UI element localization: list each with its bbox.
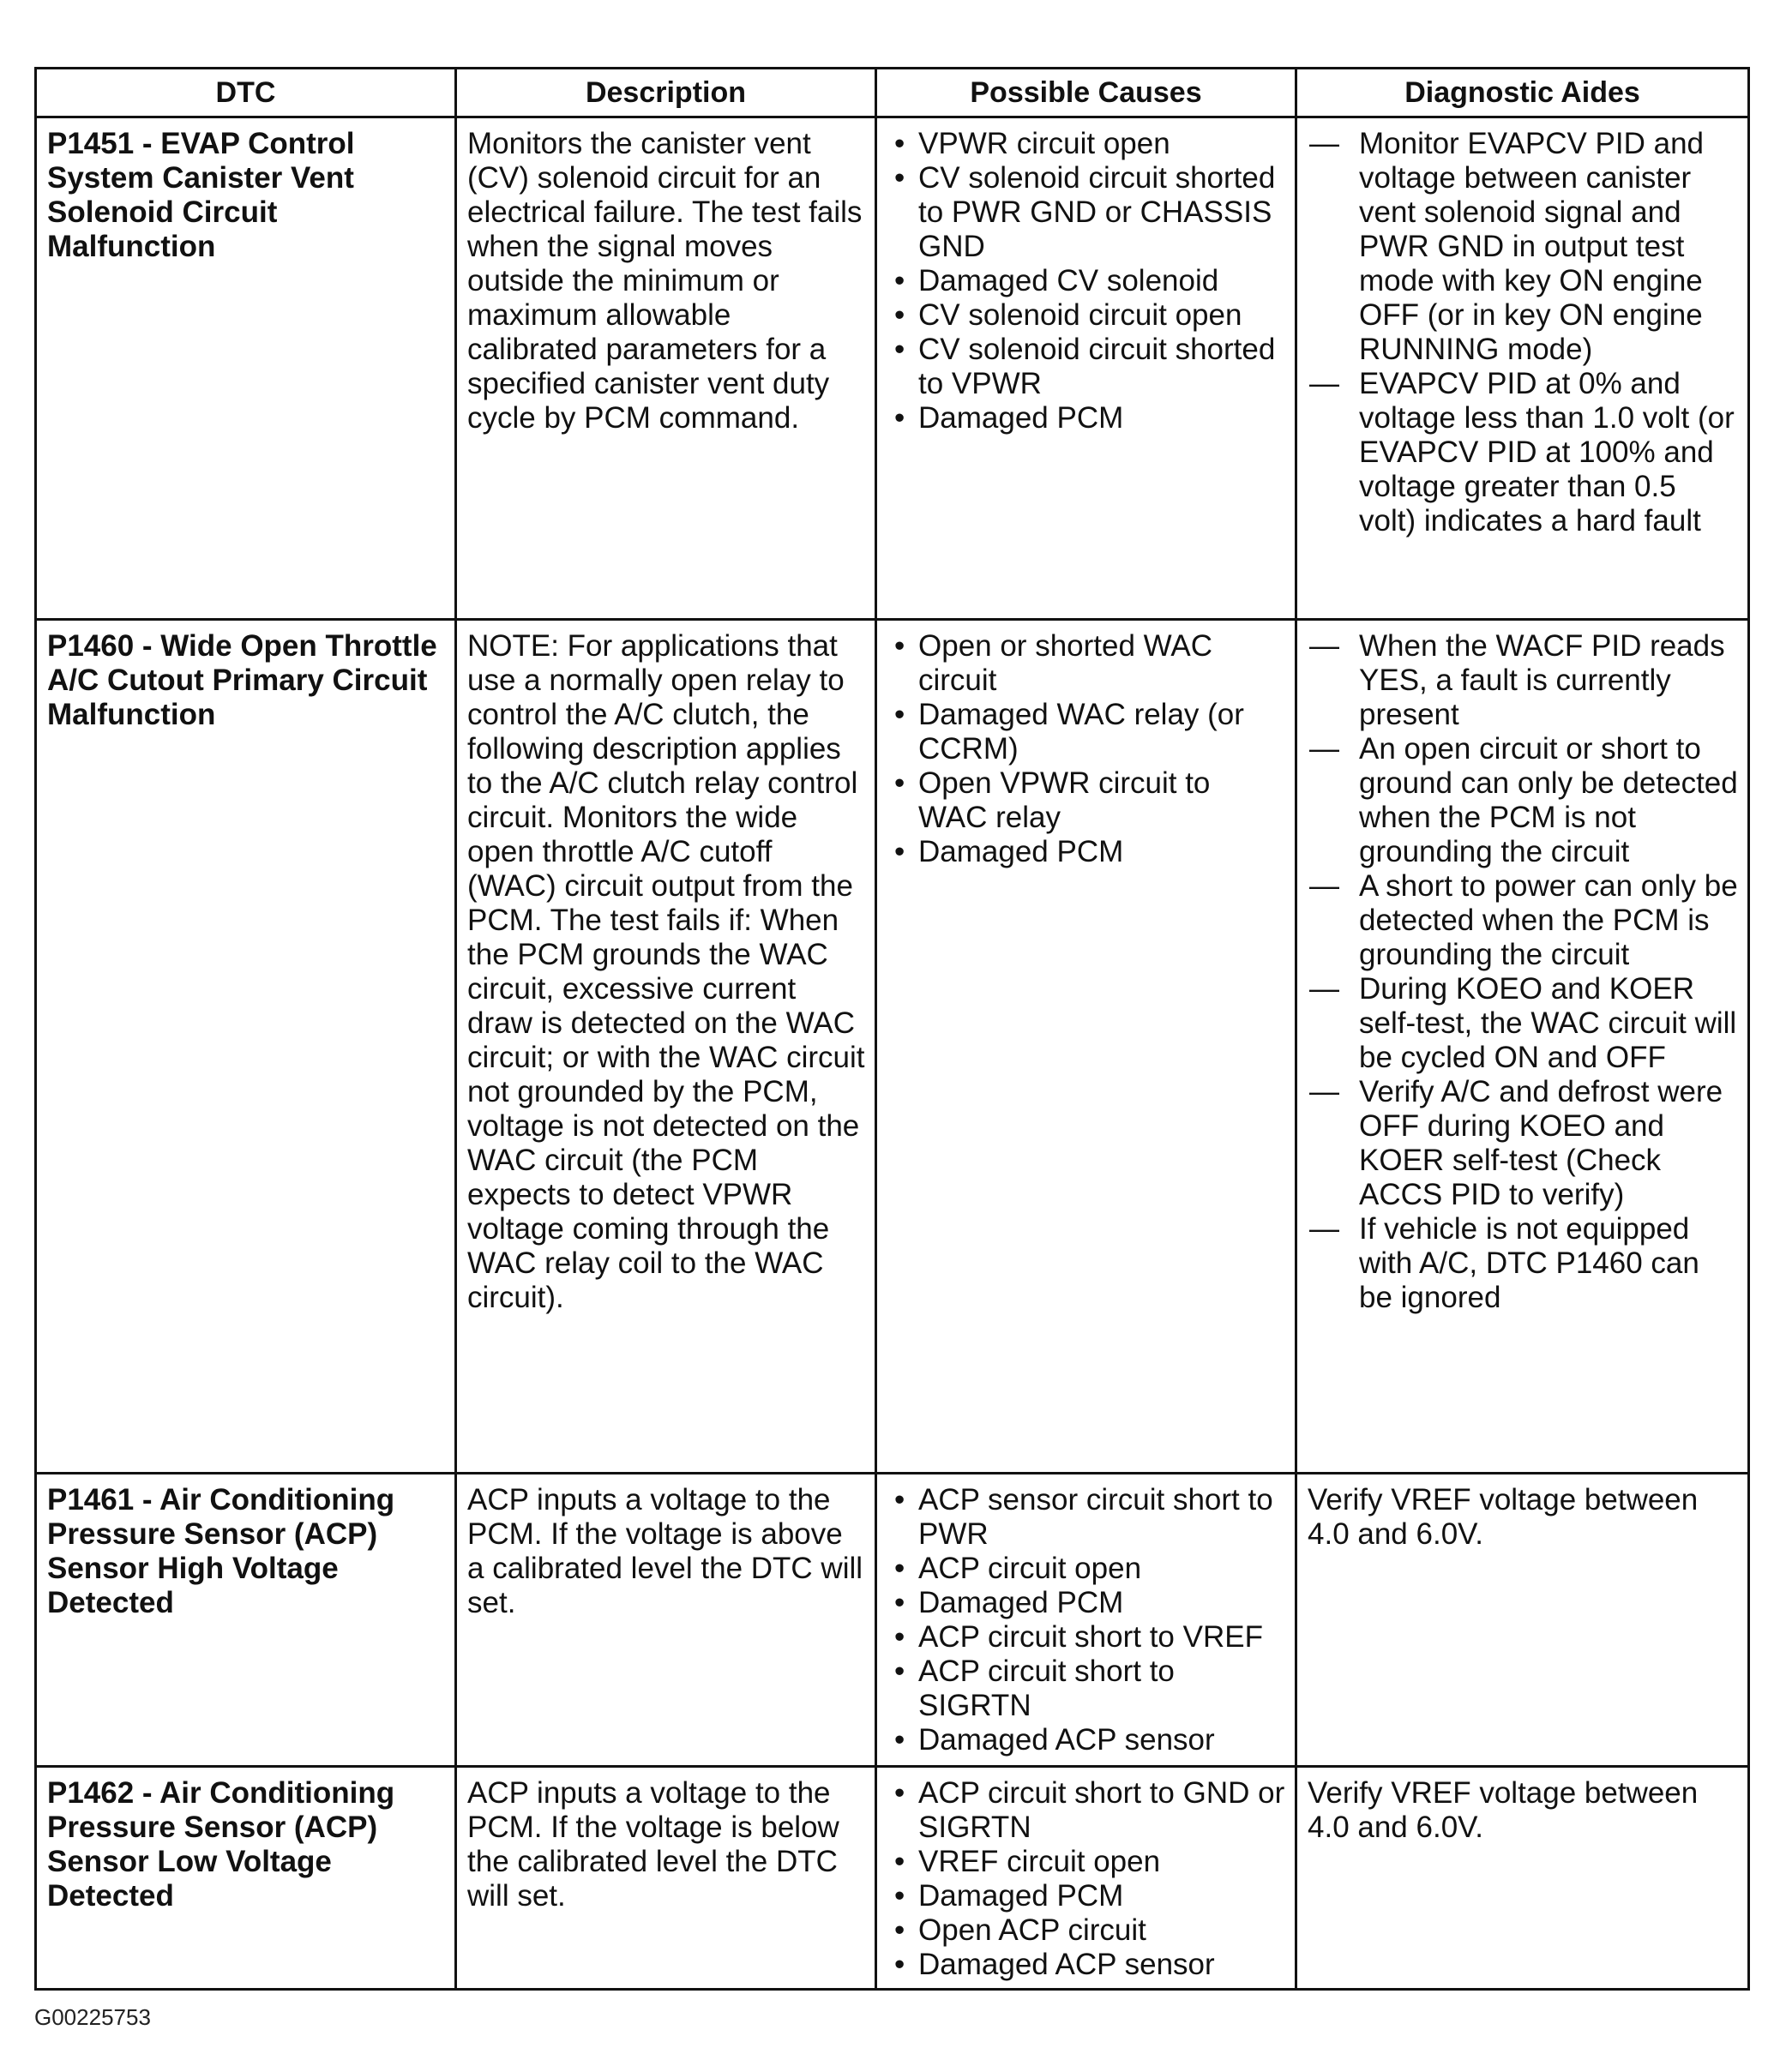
aides-list [1308,127,1739,538]
causes-cell [876,1474,1296,1767]
table-row [36,117,1749,620]
dtc-code-cell: P1451 - EVAP Control System Canister Vent Solenoid Circuit Malfunction [36,117,456,620]
cause-item: • ACP circuit short to SIGRTN [887,1655,1286,1723]
cause-item: • Open or shorted WAC circuit [887,629,1286,698]
causes-list [887,629,1286,869]
cause-item: • Open ACP circuit [887,1913,1286,1948]
figure-id: G00225753 [34,2004,151,2030]
cause-item: • ACP circuit short to VREF [887,1620,1286,1655]
causes-cell [876,620,1296,1474]
cause-item: • Damaged PCM [887,401,1286,435]
aide-item: — During KOEO and KOER self-test, the WAC circuit will be cycled ON and OFF [1308,972,1739,1075]
description-cell: NOTE: For applications that use a normally open relay to control the A/C clutch, the following description applies to the A/C clutch relay control circuit. Monitors the wide open throttle A/C cutoff (WAC) circuit output from the PCM. The test fails if: When the PCM grounds the WAC circuit, excessive current draw is detected on the WAC circuit; or with the WAC circuit not grounded by the PCM, voltage is not detected on the WAC circuit (the PCM expects to detect VPWR voltage coming through the WAC relay coil to the WAC circuit). [456,620,876,1474]
causes-list [887,1483,1286,1757]
description-cell: ACP inputs a voltage to the PCM. If the voltage is below the calibrated level the DTC will set. [456,1767,876,1990]
cause-item: • Damaged PCM [887,1879,1286,1913]
aide-item: — When the WACF PID reads YES, a fault is currently present [1308,629,1739,732]
cause-item: • Open VPWR circuit to WAC relay [887,766,1286,835]
dtc-table [34,67,1750,1991]
causes-list [887,127,1286,435]
table-row [36,620,1749,1474]
column-header-description: Description [456,69,876,117]
table-row [36,1474,1749,1767]
cause-item: • Damaged ACP sensor [887,1723,1286,1757]
cause-item: • VPWR circuit open [887,127,1286,161]
cause-item: • ACP sensor circuit short to PWR [887,1483,1286,1552]
column-header-possible-causes: Possible Causes [876,69,1296,117]
aides-list [1308,629,1739,1315]
aide-item: — An open circuit or short to ground can only be detected when the PCM is not grounding the circuit [1308,732,1739,869]
cause-item: • Damaged ACP sensor [887,1948,1286,1982]
aides-cell: Verify VREF voltage between 4.0 and 6.0V. [1296,1474,1749,1767]
aides-cell [1296,620,1749,1474]
cause-item: • Damaged CV solenoid [887,264,1286,298]
aide-item: — If vehicle is not equipped with A/C, DTC P1460 can be ignored [1308,1212,1739,1315]
cause-item: • CV solenoid circuit shorted to PWR GND or CHASSIS GND [887,161,1286,264]
dtc-code-cell: P1461 - Air Conditioning Pressure Sensor (ACP) Sensor High Voltage Detected [36,1474,456,1767]
cause-item: • CV solenoid circuit shorted to VPWR [887,333,1286,401]
aides-cell [1296,117,1749,620]
table-header-row [36,69,1749,117]
causes-list [887,1776,1286,1982]
cause-item: • CV solenoid circuit open [887,298,1286,333]
description-cell: ACP inputs a voltage to the PCM. If the voltage is above a calibrated level the DTC will set. [456,1474,876,1767]
cause-item: • Damaged PCM [887,835,1286,869]
column-header-dtc: DTC [36,69,456,117]
cause-item: • ACP circuit short to GND or SIGRTN [887,1776,1286,1845]
cause-item: • ACP circuit open [887,1552,1286,1586]
dtc-code-cell: P1460 - Wide Open Throttle A/C Cutout Primary Circuit Malfunction [36,620,456,1474]
aides-cell: Verify VREF voltage between 4.0 and 6.0V. [1296,1767,1749,1990]
aide-item: — EVAPCV PID at 0% and voltage less than 1.0 volt (or EVAPCV PID at 100% and voltage greater than 0.5 volt) indicates a hard fault [1308,367,1739,538]
causes-cell [876,1767,1296,1990]
aide-item: — Verify A/C and defrost were OFF during KOEO and KOER self-test (Check ACCS PID to verify) [1308,1075,1739,1212]
cause-item: • Damaged PCM [887,1586,1286,1620]
description-cell: Monitors the canister vent (CV) solenoid circuit for an electrical failure. The test fails when the signal moves outside the minimum or maximum allowable calibrated parameters for a specified canister vent duty cycle by PCM command. [456,117,876,620]
table-row [36,1767,1749,1990]
dtc-code-cell: P1462 - Air Conditioning Pressure Sensor (ACP) Sensor Low Voltage Detected [36,1767,456,1990]
aide-item: — A short to power can only be detected when the PCM is grounding the circuit [1308,869,1739,972]
causes-cell [876,117,1296,620]
cause-item: • Damaged WAC relay (or CCRM) [887,698,1286,766]
column-header-diagnostic-aides: Diagnostic Aides [1296,69,1749,117]
aide-item: — Monitor EVAPCV PID and voltage between canister vent solenoid signal and PWR GND in output test mode with key ON engine OFF (or in key ON engine RUNNING mode) [1308,127,1739,367]
cause-item: • VREF circuit open [887,1845,1286,1879]
